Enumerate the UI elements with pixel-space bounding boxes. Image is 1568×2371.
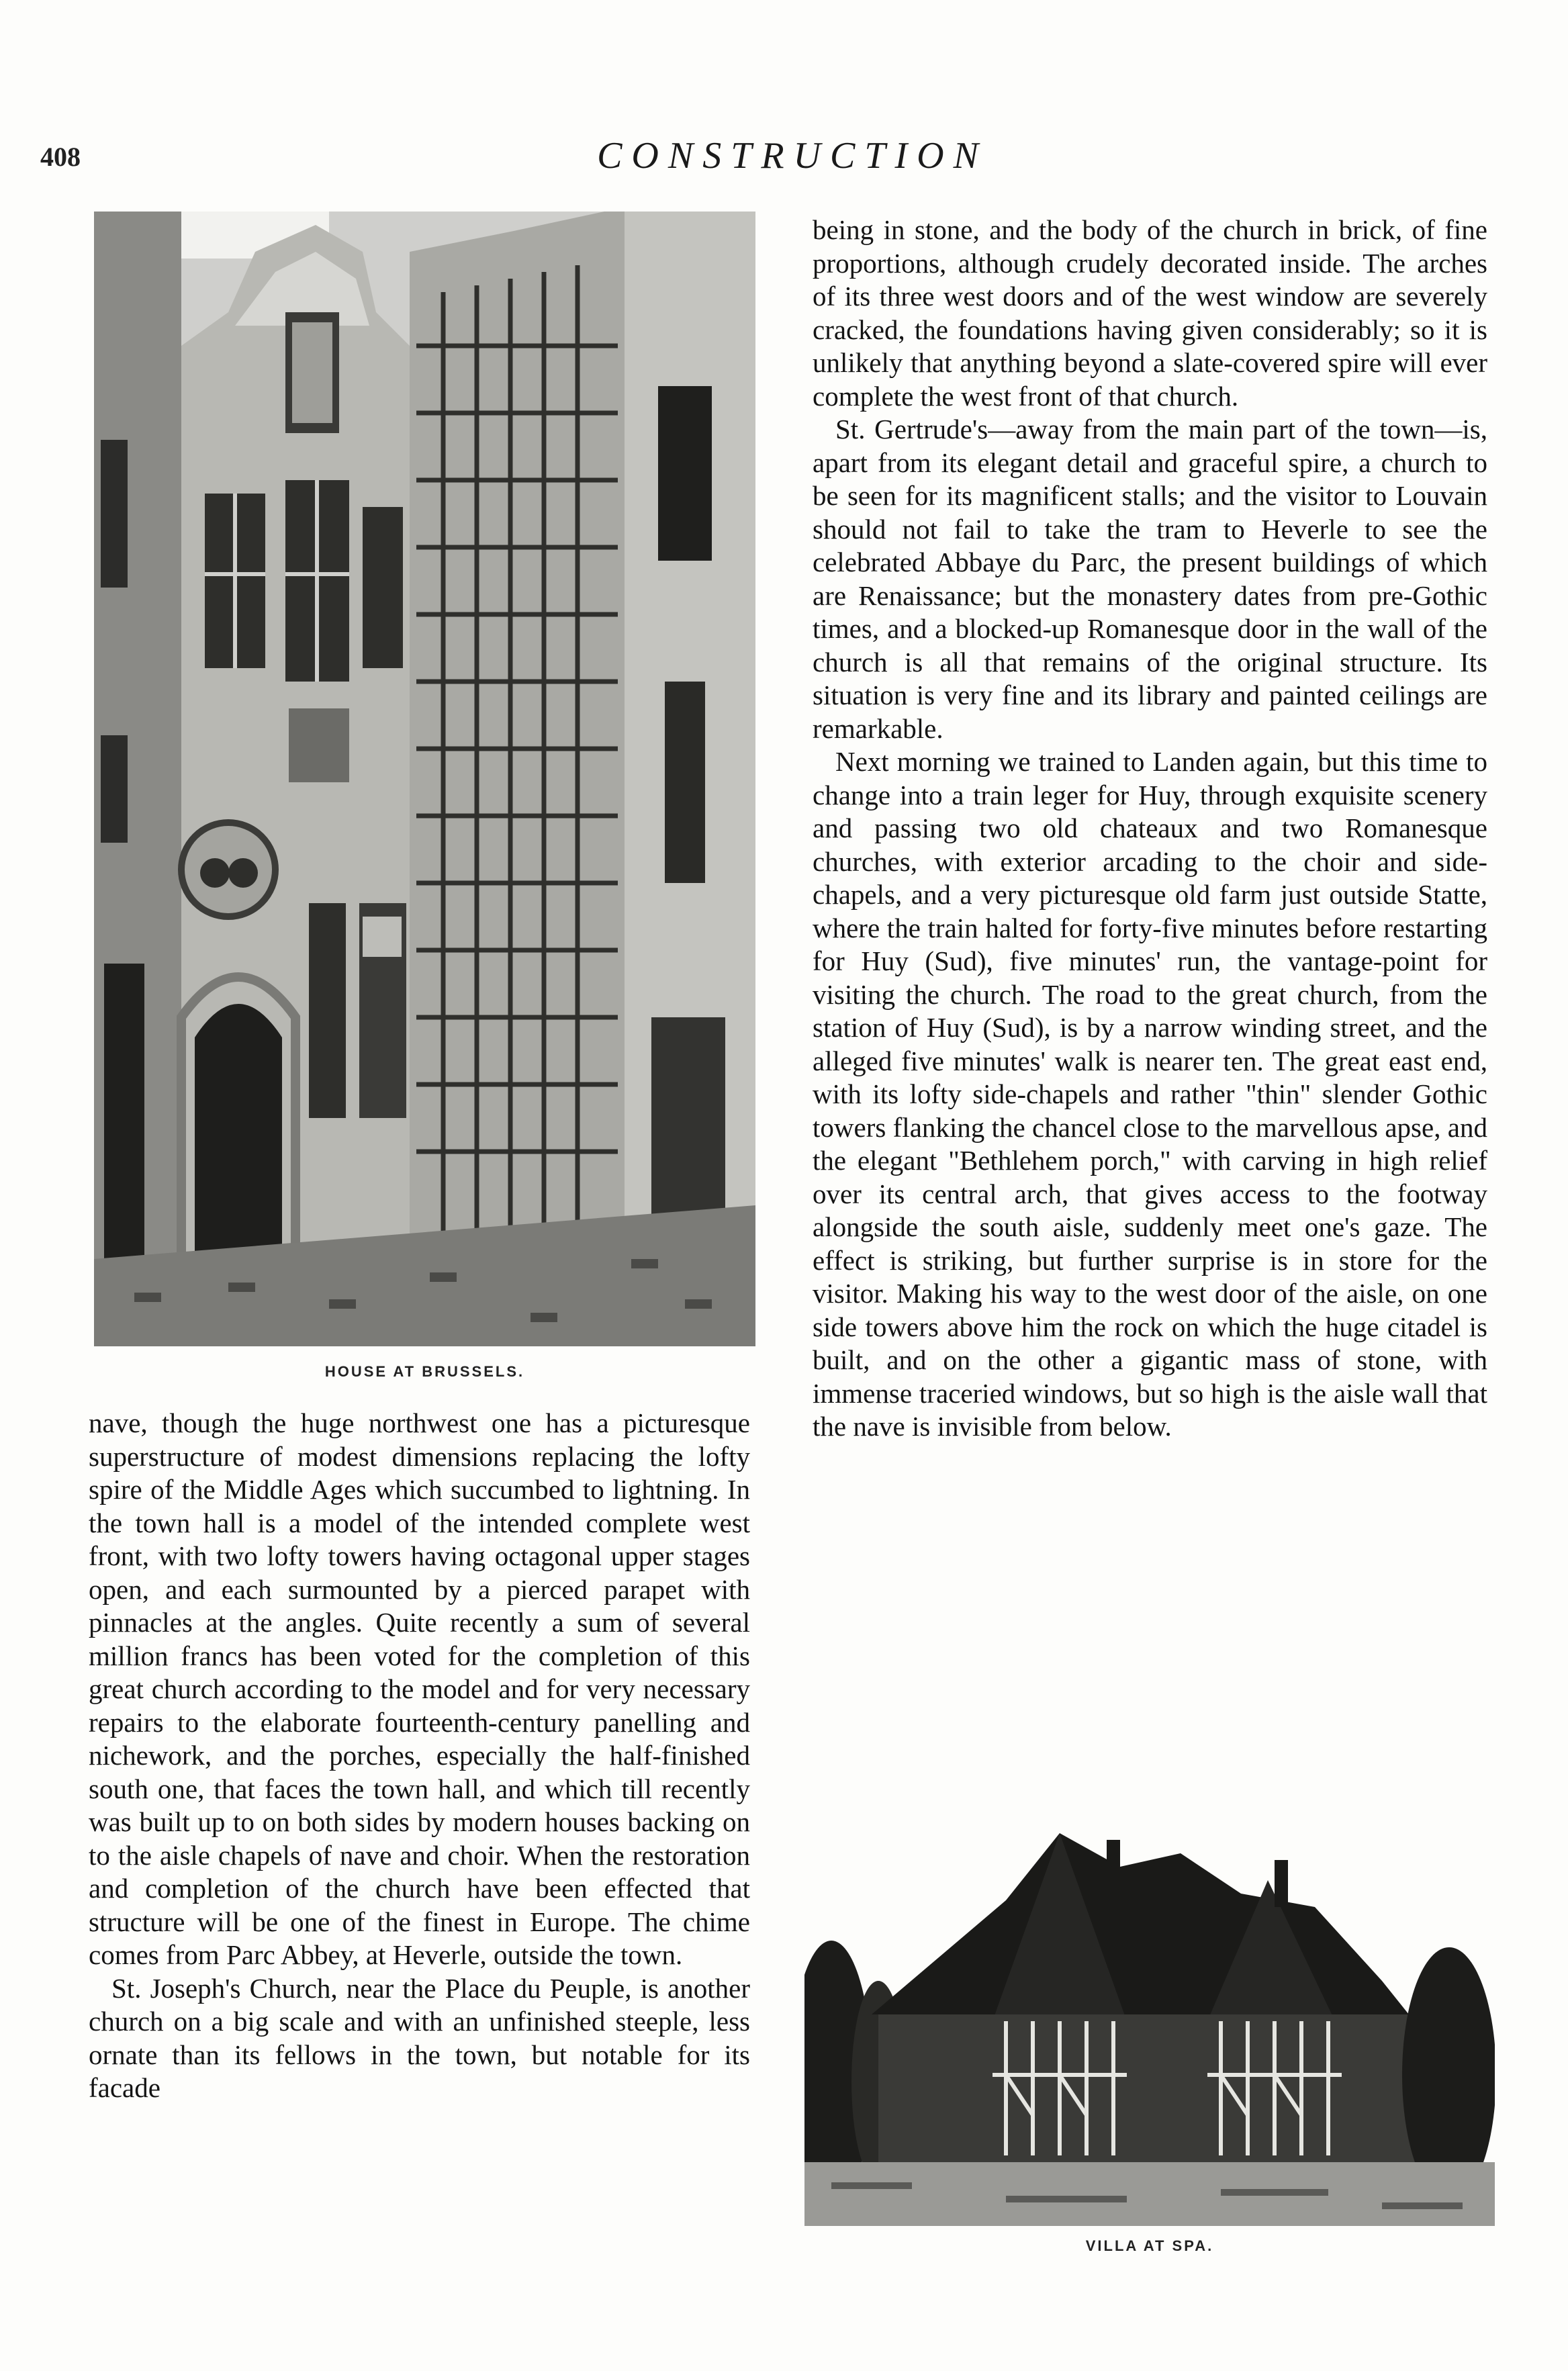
brussels-photo-caption: HOUSE AT BRUSSELS. <box>324 1363 525 1380</box>
spa-villa-photo <box>804 1793 1495 2226</box>
right-paragraph-2: St. Gertrude's—away from the main part of the town—is, apart from its elegant detail and graceful spire, a church to be seen for its magnificent stalls; and the visitor to Louvain should not fail to take the tram to Heverle to see the celebrated Abbaye du Parc, the present buildings of which are Renaissance; but the monastery dates from pre-Gothic times, and a blocked-up Romanesque door in the wall of the church is all that remains of the original structure. Its situation is very fine and its library and painted ceilings are remarkable. <box>813 414 1487 744</box>
left-paragraph-2: St. Joseph's Church, near the Place du Peuple, is another church on a big scale and with an unfinished steeple, less ornate than its fellows in the town, but notable for its facade <box>89 1972 750 2103</box>
brussels-house-photo <box>94 212 755 1346</box>
right-text-column <box>813 214 1487 1444</box>
right-paragraph-1: being in stone, and the body of the church in brick, of fine proportions, although crudely decorated inside. The arches of its three west doors and of the west window are severely cracked, the foundations having given considerably; so it is unlikely that anything beyond a slate-covered spire will ever complete the west front of that church. <box>813 214 1487 412</box>
left-paragraph-1: nave, though the huge northwest one has a picturesque superstructure of modest dimensions replacing the lofty spire of the Middle Ages which succumbed to lightning. In the town hall is a model of the intended complete west front, with two lofty towers having octagonal upper stages open, and each surmounted by a pierced parapet with pinnacles at the angles. Quite recently a sum of several million francs has been voted for the completion of this great church according to the model and for very necessary repairs to the elaborate fourteenth-century panelling and nichework, and the porches, especially the half-finished south one, that faces the town hall, and which till recently was built up to on both sides by modern houses backing on to the aisle chapels of nave and choir. When the restoration and completion of the church have been effected that structure will be one of the finest in Europe. The chime comes from Parc Abbey, at Heverle, outside the town. <box>89 1407 750 1970</box>
left-text-column <box>89 1407 750 2105</box>
page-number: 408 <box>40 142 81 172</box>
right-paragraph-3: Next morning we trained to Landen again, but this time to change into a train leger for Huy, through exquisite scenery and passing two old chateaux and two Romanesque churches, with exterior arcading to the choir and side-chapels, and a very picturesque old farm just outside Statte, where the train halted for forty-five minutes before restarting for Huy (Sud), five minutes' run, the vantage-point for visiting the church. The road to the great church, from the station of Huy (Sud), is by a narrow winding street, and the alleged five minutes' walk is nearer ten. The great east end, with its lofty side-chapels and rather "thin" slender Gothic towers flanking the chancel close to the marvellous apse, and the elegant "Bethlehem porch," with carving in high relief over its central arch, that gives access to the footway alongside the south aisle, suddenly meet one's gaze. The effect is striking, but further surprise is in store for the visitor. Making his way to the west door of the aisle, on one side towers above him the rock on which the huge citadel is built, and on the other a gigantic mass of stone, with immense traceried windows, but so high is the aisle wall that the nave is invisible from below. <box>813 746 1487 1442</box>
running-title: CONSTRUCTION <box>597 135 988 177</box>
spa-photo-caption: VILLA AT SPA. <box>1085 2237 1214 2254</box>
